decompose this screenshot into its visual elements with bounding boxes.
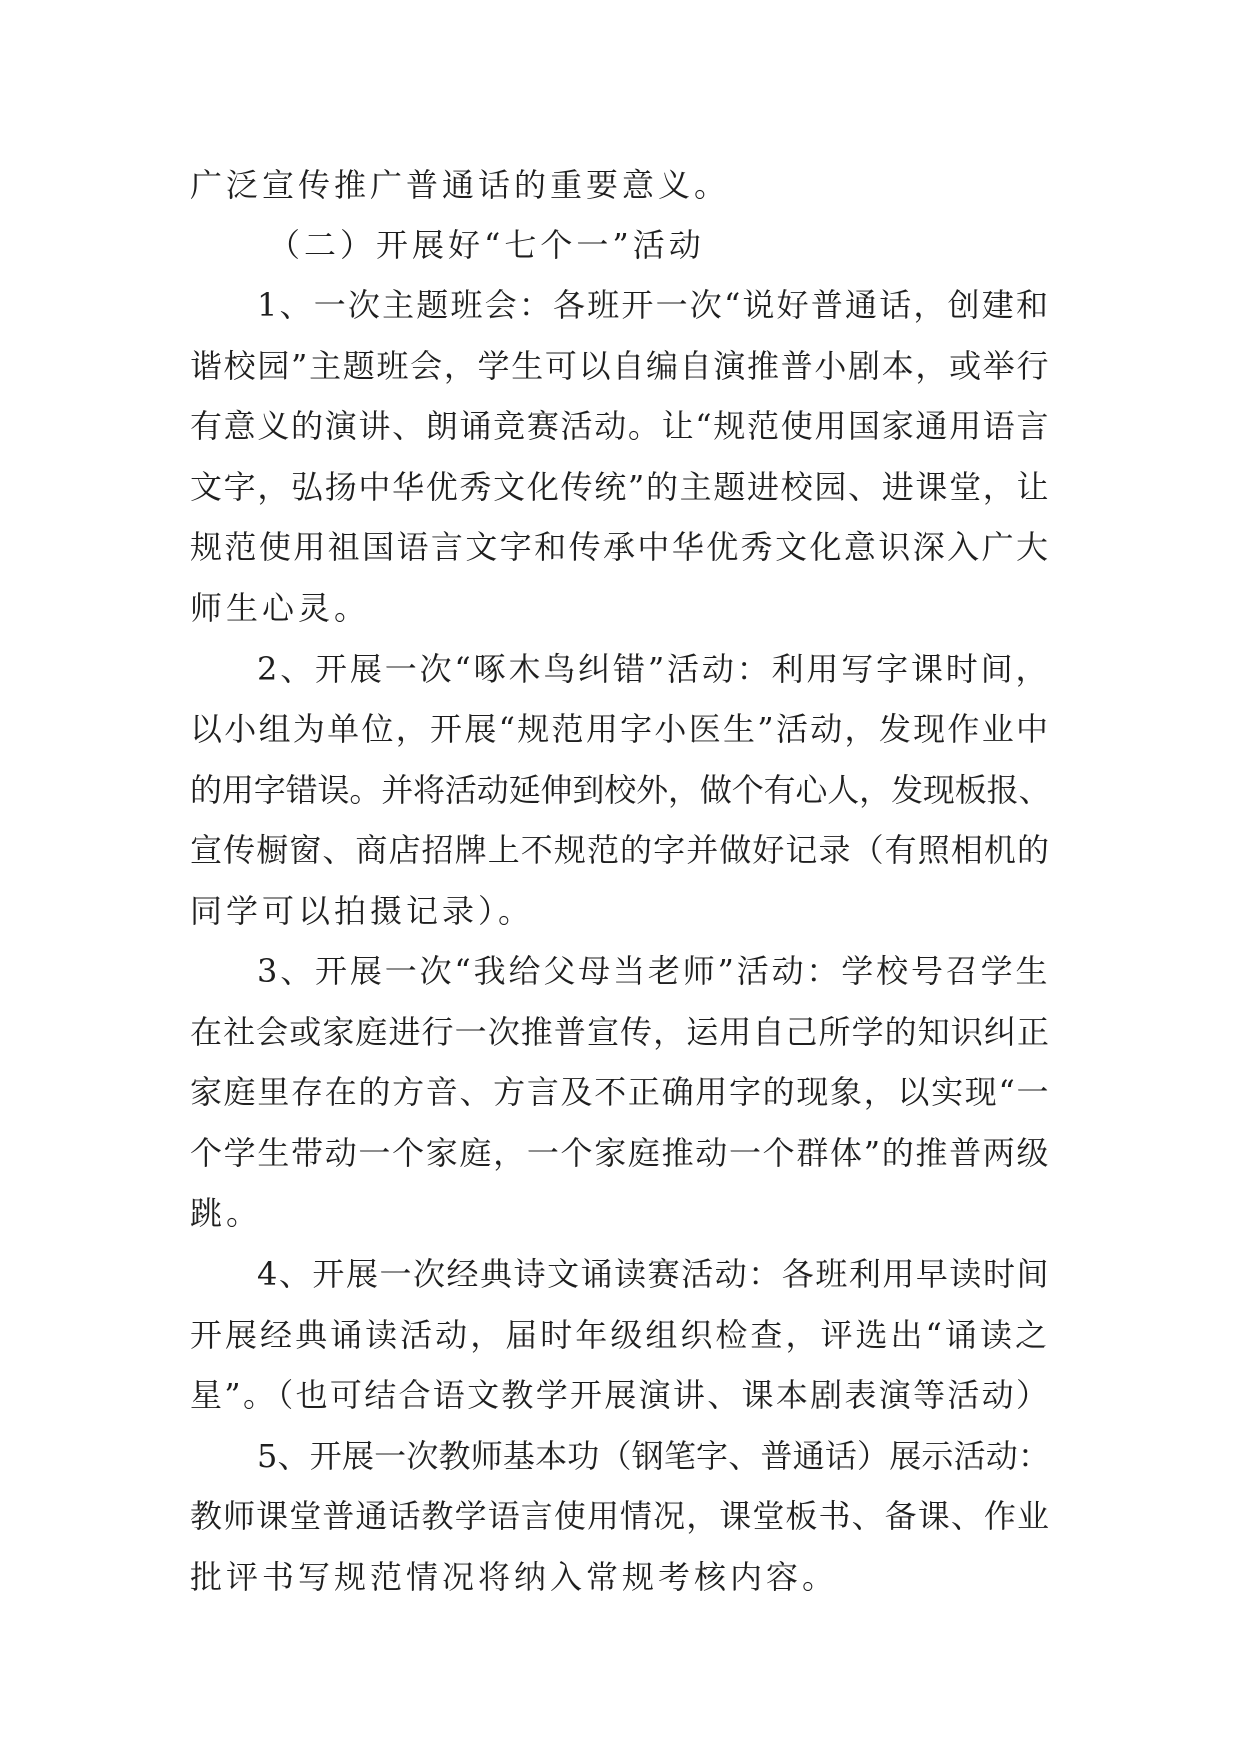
paragraph-line: 1、一次主题班会：各班开一次“说好普通话，创建和 (257, 286, 1050, 324)
paragraph-line: 师生心灵。 (190, 589, 371, 627)
paragraph-line: 家庭里存在的方音、方言及不正确用字的现象，以实现“一 (190, 1073, 1050, 1111)
paragraph-line: 广泛宣传推广普通话的重要意义。 (190, 166, 731, 204)
paragraph-line: 的用字错误。并将活动延伸到校外，做个有心人，发现板报、 (190, 771, 1050, 809)
paragraph-line: 跳。 (190, 1194, 263, 1232)
paragraph-line: 2、开展一次“啄木鸟纠错”活动：利用写字课时间， (257, 650, 1050, 688)
paragraph-line: 谐校园”主题班会，学生可以自编自演推普小剧本，或举行 (190, 347, 1050, 385)
paragraph-line: 教师课堂普通话教学语言使用情况，课堂板书、备课、作业 (190, 1497, 1050, 1535)
paragraph-line: 宣传橱窗、商店招牌上不规范的字并做好记录（有照相机的 (190, 831, 1050, 869)
paragraph-line: 文字，弘扬中华优秀文化传统”的主题进校园、进课堂，让 (190, 468, 1050, 506)
paragraph-line: 5、开展一次教师基本功（钢笔字、普通话）展示活动： (257, 1437, 1050, 1475)
paragraph-line: 有意义的演讲、朗诵竞赛活动。让“规范使用国家通用语言 (190, 407, 1050, 445)
paragraph-line: 以小组为单位，开展“规范用字小医生”活动，发现作业中 (190, 710, 1050, 748)
section-heading: （二）开展好“七个一”活动 (268, 226, 705, 264)
paragraph-line: 4、开展一次经典诗文诵读赛活动：各班利用早读时间 (257, 1255, 1050, 1293)
paragraph-line: 星”。（也可结合语文教学开展演讲、课本剧表演等活动） (190, 1376, 1050, 1414)
paragraph-line: 同学可以拍摄记录）。 (190, 892, 535, 930)
paragraph-line: 开展经典诵读活动，届时年级组织检查，评选出“诵读之 (190, 1316, 1050, 1354)
paragraph-line: 规范使用祖国语言文字和传承中华优秀文化意识深入广大 (190, 528, 1050, 566)
paragraph-line: 3、开展一次“我给父母当老师”活动：学校号召学生 (257, 952, 1050, 990)
paragraph-line: 个学生带动一个家庭，一个家庭推动一个群体”的推普两级 (190, 1134, 1050, 1172)
paragraph-line: 批评书写规范情况将纳入常规考核内容。 (190, 1558, 839, 1596)
paragraph-line: 在社会或家庭进行一次推普宣传，运用自己所学的知识纠正 (190, 1013, 1050, 1051)
